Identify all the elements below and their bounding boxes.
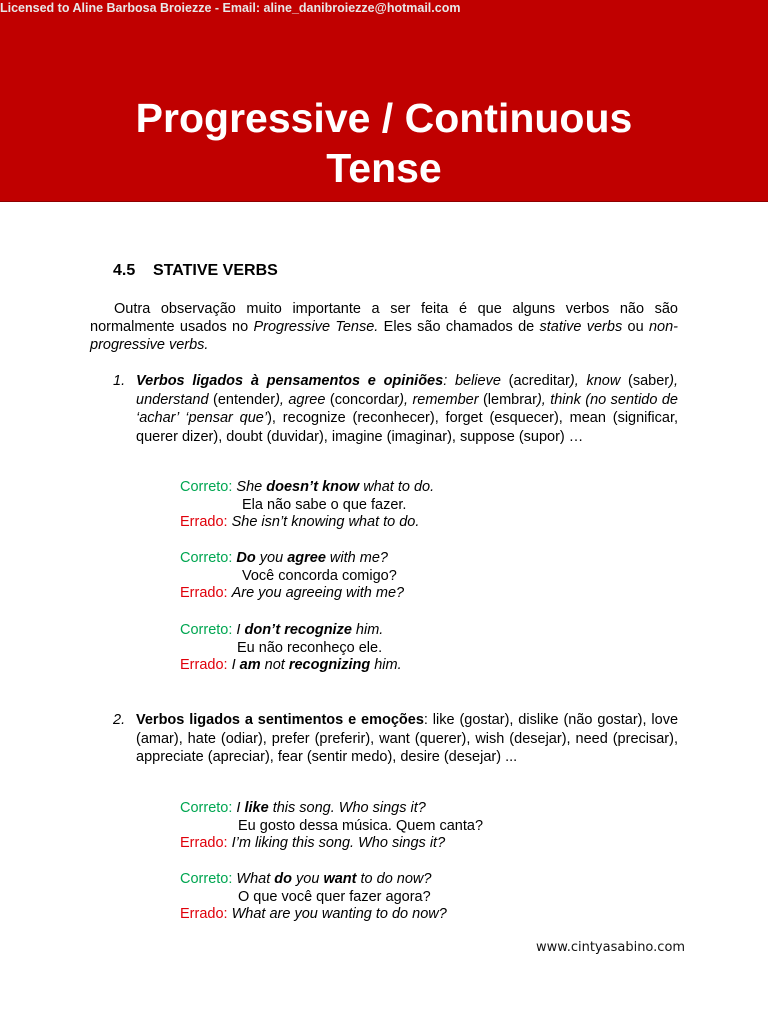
example-text: I [236, 800, 245, 816]
wrong-label: Errado: [180, 514, 228, 531]
list-item-heading: Verbos ligados a sentimentos e emoções [136, 712, 424, 728]
correct-label: Correto: [180, 871, 233, 887]
example-wrong [180, 906, 447, 924]
example-wrong [180, 585, 404, 603]
correct-label: Correto: [180, 479, 233, 495]
example-correct [180, 871, 447, 889]
example-text: She [236, 479, 267, 495]
example-text: you [292, 871, 324, 887]
verb: agree [288, 391, 326, 408]
example-text: with me? [325, 550, 388, 566]
wrong-label: Errado: [180, 585, 228, 602]
punct: ), [399, 391, 413, 408]
example-text: him. [370, 657, 402, 674]
example-translation: Você concorda comigo? [242, 567, 397, 584]
example-translation: Eu gosto dessa música. Quem canta? [238, 817, 484, 834]
list-number-1: 1. [113, 373, 126, 389]
intro-text: Outra observação muito importante a ser feita é que alguns verbos não são normalmente usados no [90, 301, 678, 335]
example-text: Are you agreeing with me? [231, 585, 405, 602]
example-text: him. [351, 622, 384, 638]
verb: think [550, 391, 581, 408]
example-1 [180, 479, 434, 532]
example-wrong [180, 514, 434, 532]
punct: ), [275, 391, 289, 408]
example-wrong [180, 657, 402, 675]
punct: ), [536, 391, 551, 408]
license-watermark: Licensed to Aline Barbosa Broiezze - Email: aline_danibroiezze@hotmail.com [0, 1, 461, 15]
gloss: (concordar [325, 391, 400, 408]
example-correct [180, 800, 483, 818]
example-text: What are you wanting to do now? [231, 906, 447, 923]
correct-label: Correto: [180, 622, 233, 638]
verb: believe [454, 373, 501, 389]
example-emphasis: do [274, 871, 293, 887]
gloss: (acreditar [500, 373, 570, 389]
list-item-2 [136, 711, 678, 767]
verb: understand [136, 391, 209, 408]
example-text: not [260, 657, 289, 674]
example-2 [180, 550, 404, 603]
intro-term: Progressive Tense. [253, 319, 379, 335]
example-text: what to do. [359, 479, 435, 495]
wrong-label: Errado: [180, 906, 228, 923]
title-banner [0, 0, 768, 202]
intro-text: ou [622, 319, 649, 335]
example-emphasis: agree [287, 550, 326, 566]
section-number: 4.5 [113, 262, 136, 279]
example-emphasis: Do [236, 550, 256, 566]
list-item-text: recognize (reconhecer), forget (esquecer), mean (significar, querer dizer), doubt (duvidar), imagine (imaginar), suppose (supor) … [136, 410, 679, 445]
example-emphasis: want [323, 871, 357, 887]
intro-text: Eles são chamados de [378, 319, 540, 335]
gloss: (saber [620, 373, 670, 389]
example-translation: O que você quer fazer agora? [238, 888, 431, 905]
punct: : [443, 373, 455, 389]
example-wrong [180, 835, 483, 853]
example-text: She isn’t knowing what to do. [231, 514, 420, 531]
verb: remember [412, 391, 479, 408]
example-3 [180, 622, 402, 675]
intro-term: stative verbs [539, 319, 623, 335]
list-item-heading: Verbos ligados à pensamentos e opiniões [136, 373, 444, 389]
example-text: this song. Who sings it? [268, 800, 426, 816]
example-emphasis: am [239, 657, 261, 674]
title-line-1: Progressive / Continuous [135, 95, 633, 141]
wrong-label: Errado: [180, 835, 228, 852]
example-translation: Eu não reconheço ele. [237, 639, 383, 656]
section-heading [113, 262, 278, 280]
list-number-2: 2. [113, 712, 126, 728]
page-title [0, 93, 768, 193]
example-emphasis: doesn’t know [266, 479, 360, 495]
gloss: (no sentido de ‘achar’ ‘pensar que’ [136, 391, 678, 426]
example-correct [180, 479, 434, 497]
example-emphasis: recognizing [288, 657, 371, 674]
example-4 [180, 800, 483, 853]
example-correct [180, 550, 404, 568]
example-text: I [236, 622, 245, 638]
wrong-label: Errado: [180, 657, 228, 674]
footer-website: www.cintyasabino.com [536, 940, 686, 955]
example-text: I’m liking this song. Who sings it? [231, 835, 446, 852]
punct: ), [267, 410, 283, 426]
example-correct [180, 622, 402, 640]
example-5 [180, 871, 447, 924]
intro-paragraph [90, 300, 678, 354]
example-text: you [255, 550, 288, 566]
example-emphasis: like [244, 800, 269, 816]
example-text: What [236, 871, 275, 887]
example-text: I [231, 657, 240, 674]
title-line-2: Tense [326, 145, 442, 191]
verb: know [586, 373, 621, 389]
punct: ), [669, 373, 678, 389]
list-item-text: : like (gostar), dislike (não gostar), love (amar), hate (odiar), prefer (preferir), want (querer), wish (desejar), need (precisar), appreciate (apreciar), fear (sentir medo), desire (desejar) ... [136, 712, 679, 765]
list-item-1 [136, 372, 678, 446]
example-text: to do now? [356, 871, 432, 887]
example-emphasis: don’t recognize [244, 622, 352, 638]
punct: ), [569, 373, 587, 389]
gloss: (entender [208, 391, 276, 408]
section-title: STATIVE VERBS [153, 262, 278, 279]
example-translation: Ela não sabe o que fazer. [242, 496, 407, 513]
intro-term: non-progressive verbs. [90, 319, 678, 353]
correct-label: Correto: [180, 800, 233, 816]
correct-label: Correto: [180, 550, 233, 566]
gloss: (lembrar [478, 391, 537, 408]
